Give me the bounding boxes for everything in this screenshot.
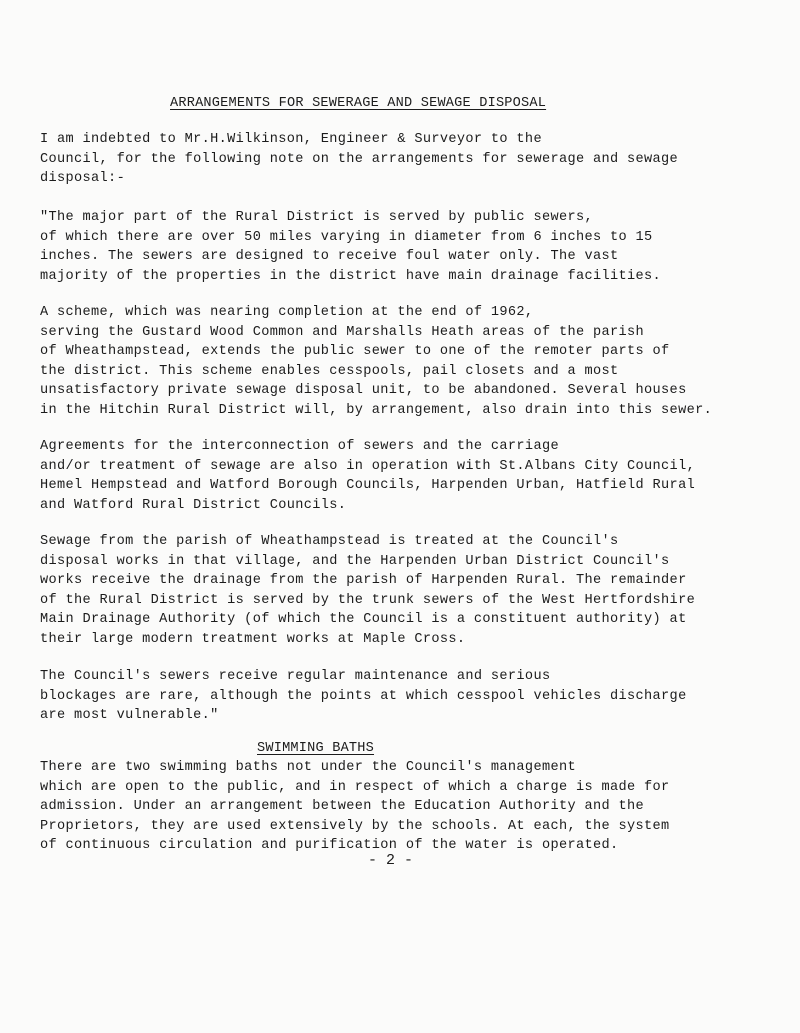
paragraph-scheme: A scheme, which was nearing completion at the end of 1962, serving the Gustard Wood Common and Marshalls Heath areas of the parish of Wheathampstead, extends the public sewer to one of the remoter parts of the district. This scheme enables cesspools, pail closets and a most unsatisfactory private sewage disposal unit, to be abandoned. Several houses in the Hitchin Rural District will, by arrangement, also drain into this sewer. <box>40 305 713 418</box>
intro-paragraph: I am indebted to Mr.H.Wilkinson, Engineer & Surveyor to the Council, for the following note on the arrangements for sewerage and sewage disposal:- <box>40 132 679 187</box>
section-heading-swimming: SWIMMING BATHS <box>257 741 375 756</box>
paragraph-maintenance: The Council's sewers receive regular maintenance and serious blockages are rare, although the points at which cesspool vehicles discharge are most vulnerable." <box>40 669 687 724</box>
paragraph-sewage-treatment: Sewage from the parish of Wheathampstead is treated at the Council's disposal works in that village, and the Harpenden Urban District Council's works receive the drainage from the parish of Harpenden Rural. The remainder of the Rural District is served by the trunk sewers of the West Hertfordshire Main Drainage Authority (of which the Council is a constituent authority) at their large modern treatment works at Maple Cross. <box>40 534 696 647</box>
paragraph-public-sewers: "The major part of the Rural District is served by public sewers, of which there are over 50 miles varying in diameter from 6 inches to 15 inches. The sewers are designed to receive foul water only. The vast majority of the properties in the district have main drainage facilities. <box>40 210 662 284</box>
page-number: - 2 - <box>368 852 414 869</box>
paragraph-swimming-baths: There are two swimming baths not under the Council's management which are open to the public, and in respect of which a charge is made for admission. Under an arrangement between the Education Authority and the Proprietors, they are used extensively by the schools. At each, the system of continuous circulation and purification of the water is operated. <box>40 760 670 854</box>
section-heading-sewerage: ARRANGEMENTS FOR SEWERAGE AND SEWAGE DISPOSAL <box>170 96 547 111</box>
paragraph-agreements: Agreements for the interconnection of sewers and the carriage and/or treatment of sewage are also in operation with St.Albans City Council, Hemel Hempstead and Watford Borough Councils, Harpenden Urban, Hatfield Rural and Watford Rural District Councils. <box>40 439 696 513</box>
